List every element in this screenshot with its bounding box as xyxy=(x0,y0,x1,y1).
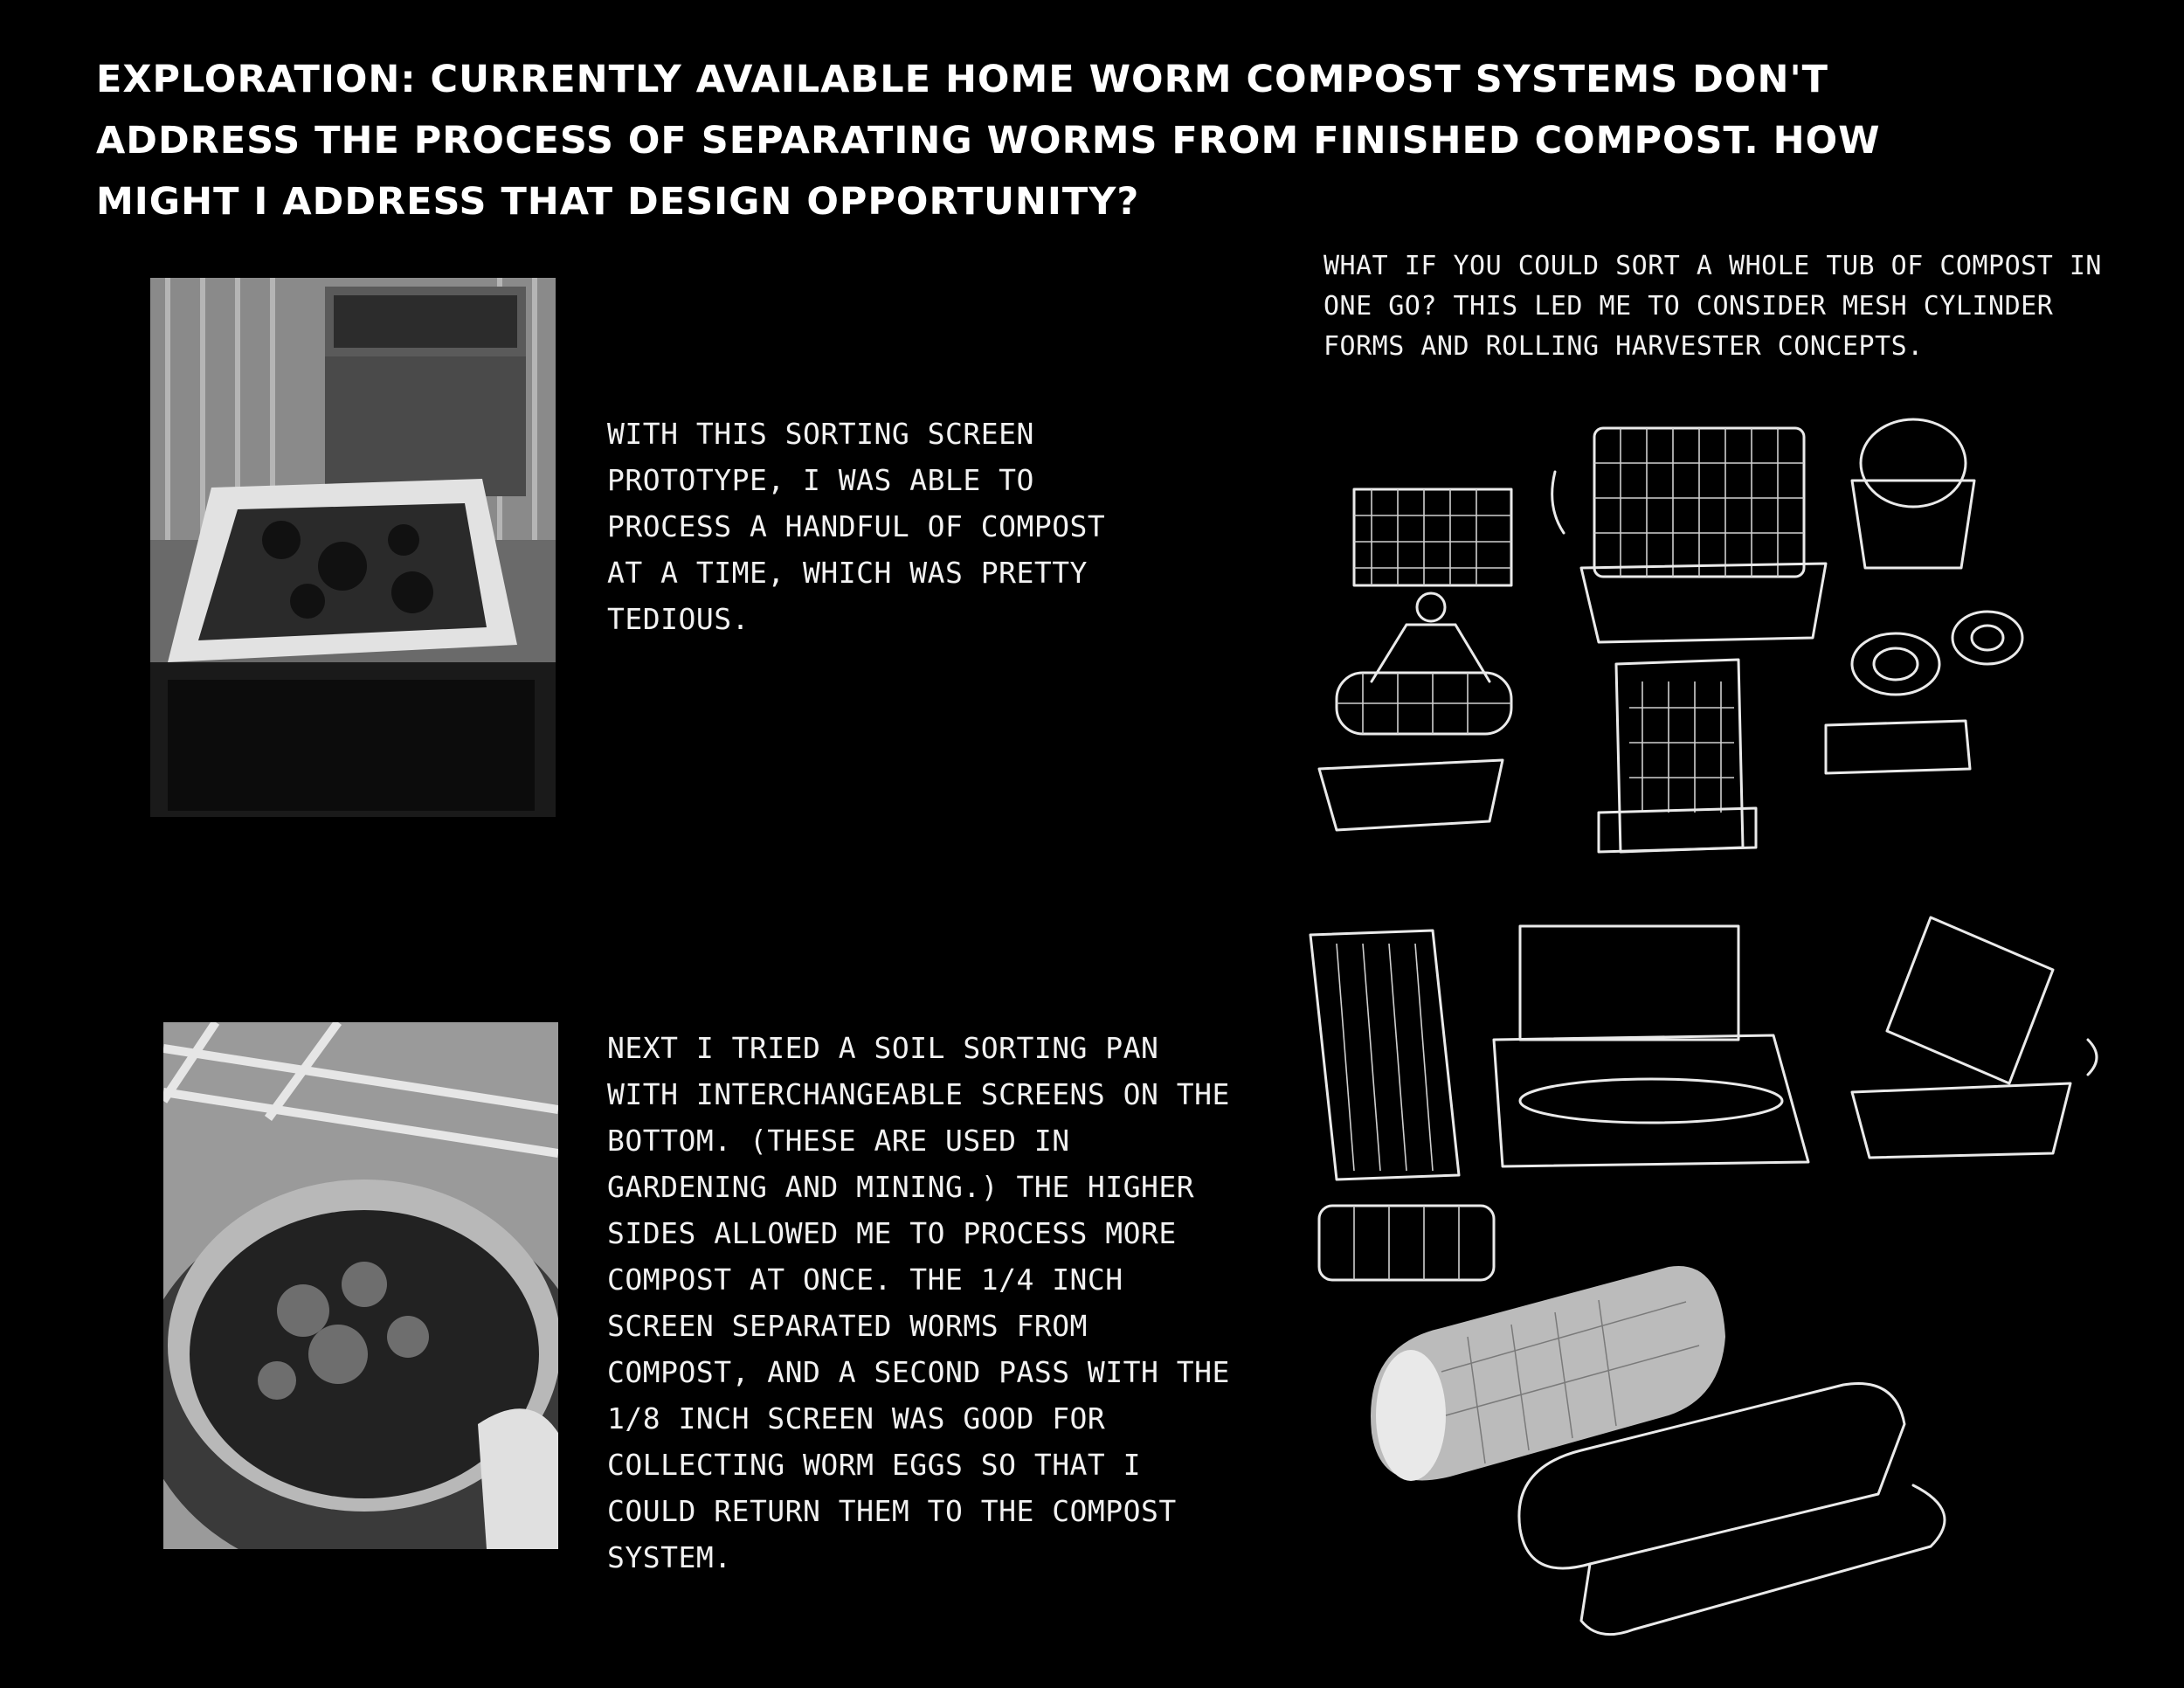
sketch-bucket-rings xyxy=(1826,419,2022,773)
sketch-frame-tray xyxy=(1552,428,1826,642)
caption-sorting-pan: NEXT I TRIED A SOIL SORTING PAN WITH INTERCHANGEABLE SCREENS ON THE BOTTOM. (THESE ARE USED IN GARDENING AND MINING.) THE HIGHER SIDES ALLOWED ME TO PROCESS MORE COMPOST AT ONCE. THE 1/4 INCH SCREEN SEPARATED WORMS FROM COMPOST, AND A SECOND PASS WITH THE 1/8 INCH SCREEN WAS GOOD FOR COLLECTING WORM EGGS SO THAT I COULD RETURN THEM TO THE COMPOST SYSTEM. xyxy=(607,1031,1230,1574)
sketch-person-cylinder xyxy=(1319,593,1511,830)
sorting-screen-photo xyxy=(150,278,556,817)
sketch-small-cylinder xyxy=(1319,1206,1494,1280)
sketch-mesh-drum-render xyxy=(1371,1266,1945,1635)
sketch-tall-bin xyxy=(1310,930,1459,1180)
sketch-mesh-cylinder xyxy=(1354,489,1511,585)
page-title: EXPLORATION: CURRENTLY AVAILABLE HOME WORM COMPOST SYSTEMS DON'T ADDRESS THE PROCESS OF SEPARATING WORMS FROM FINISHED COMPOST. HOW MIGHT I ADDRESS THAT DESIGN OPPORTUNITY? xyxy=(96,58,1881,224)
caption-sorting-screen: WITH THIS SORTING SCREEN PROTOTYPE, I WAS ABLE TO PROCESS A HANDFUL OF COMPOST AT A TIME, WHICH WAS PRETTY TEDIOUS. xyxy=(607,417,1106,636)
sketch-tilted-drum xyxy=(1852,917,2097,1158)
sketch-upright-mesh xyxy=(1599,660,1756,852)
sketches xyxy=(1302,393,2162,1686)
sketch-harvester-tray xyxy=(1494,926,1808,1166)
sorting-pan-photo xyxy=(163,1022,558,1549)
caption-mesh-cylinder: WHAT IF YOU COULD SORT A WHOLE TUB OF COMPOST IN ONE GO? THIS LED ME TO CONSIDER MESH CYLINDER FORMS AND ROLLING HARVESTER CONCEPTS. xyxy=(1324,251,2102,362)
